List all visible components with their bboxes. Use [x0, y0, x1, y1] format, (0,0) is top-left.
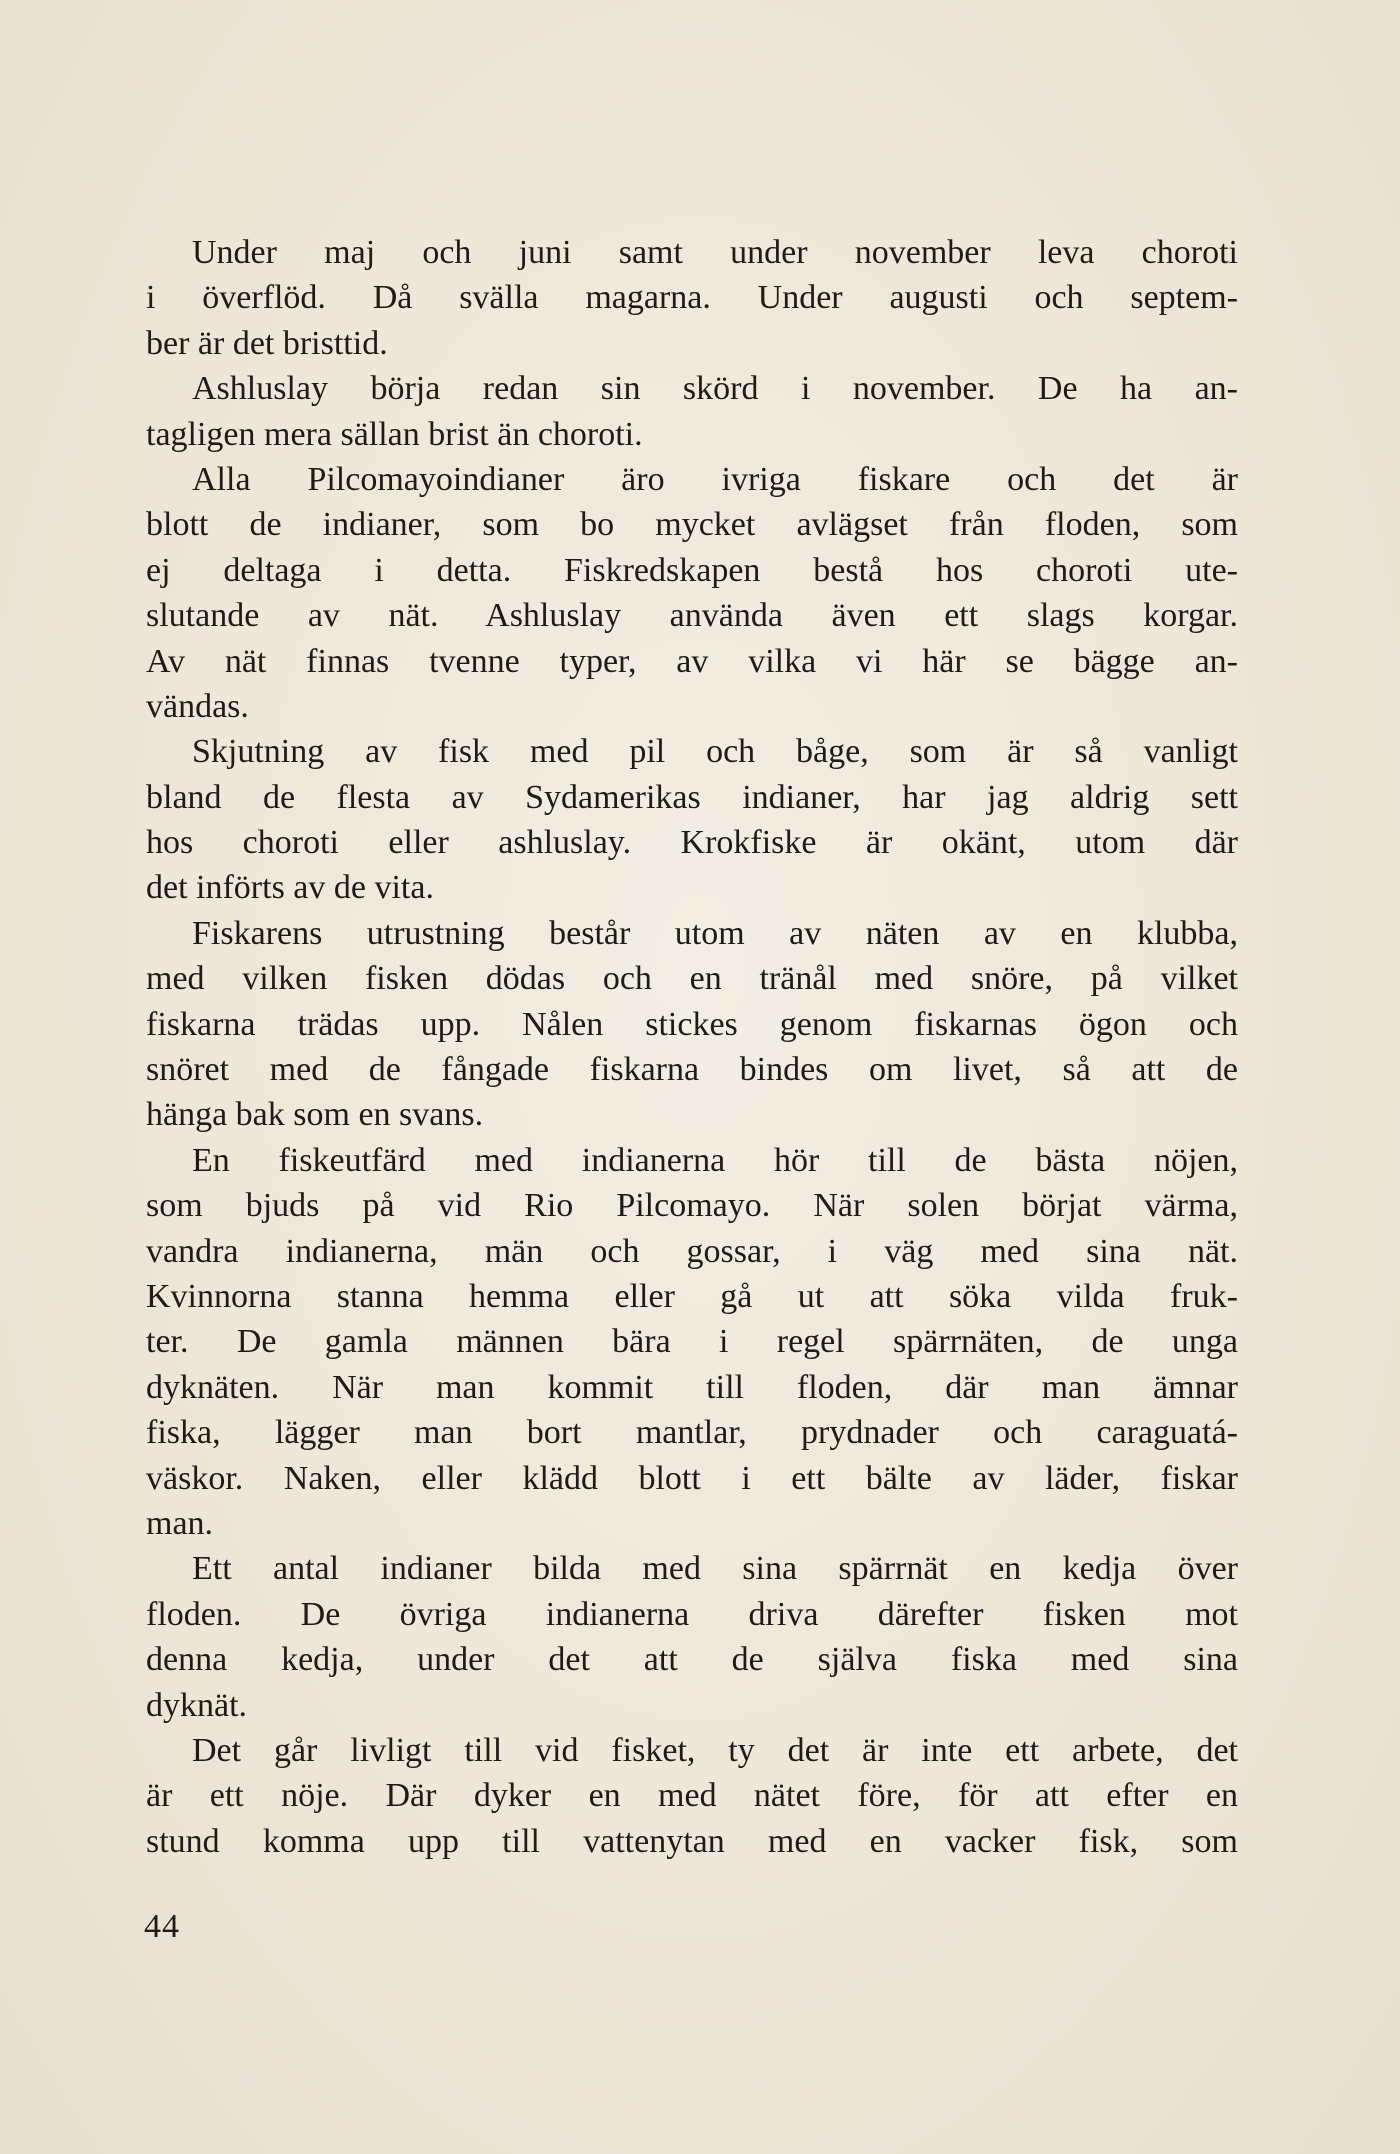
text-line: floden. De övriga indianerna driva därefter fisken mot	[146, 1595, 1238, 1633]
text-line: är ett nöje. Där dyker en med nätet före, för att efter en	[146, 1777, 1238, 1815]
text-line: blott de indianer, som bo mycket avlägset från floden, som	[146, 506, 1238, 544]
text-line: Ett antal indianer bilda med sina spärrnät en kedja över	[192, 1550, 1238, 1588]
text-line: Kvinnorna stanna hemma eller gå ut att söka vilda fruk-	[146, 1277, 1238, 1315]
text-line: vändas.	[146, 687, 249, 725]
text-line: man.	[146, 1504, 214, 1542]
text-line: i överflöd. Då svälla magarna. Under augusti och septem-	[146, 279, 1238, 317]
text-line: En fiskeutfärd med indianerna hör till de bästa nöjen,	[192, 1141, 1238, 1179]
text-line: fiskarna trädas upp. Nålen stickes genom fiskarnas ögon och	[146, 1005, 1238, 1043]
text-line: Fiskarens utrustning består utom av näten av en klubba,	[192, 914, 1238, 952]
text-line: bland de flesta av Sydamerikas indianer, har jag aldrig sett	[146, 778, 1238, 816]
text-line: Det går livligt till vid fisket, ty det är inte ett arbete, det	[192, 1731, 1238, 1769]
text-line: hos choroti eller ashluslay. Krokfiske är okänt, utom där	[146, 824, 1238, 862]
text-line: Av nät finnas tvenne typer, av vilka vi här se bägge an-	[146, 642, 1238, 680]
text-line: vandra indianerna, män och gossar, i väg med sina nät.	[146, 1232, 1238, 1270]
page-number: 44	[144, 1908, 180, 1945]
text-line: tagligen mera sällan brist än choroti.	[146, 415, 643, 453]
text-line: det införts av de vita.	[146, 869, 434, 907]
text-line: slutande av nät. Ashluslay använda även ett slags korgar.	[146, 597, 1238, 635]
text-line: denna kedja, under det att de själva fiska med sina	[146, 1641, 1238, 1679]
text-line: Skjutning av fisk med pil och båge, som är så vanligt	[192, 733, 1238, 771]
text-line: stund komma upp till vattenytan med en vacker fisk, som	[146, 1822, 1238, 1860]
body-text	[146, 230, 1238, 1864]
text-line: väskor. Naken, eller klädd blott i ett bälte av läder, fiskar	[146, 1459, 1238, 1497]
text-line: ej deltaga i detta. Fiskredskapen bestå hos choroti ute-	[146, 551, 1238, 589]
text-line: Under maj och juni samt under november leva choroti	[192, 234, 1238, 271]
text-line: Alla Pilcomayoindianer äro ivriga fiskare och det är	[192, 460, 1238, 498]
text-line: fiska, lägger man bort mantlar, prydnader och caraguatá-	[146, 1414, 1238, 1452]
text-line: Ashluslay börja redan sin skörd i november. De ha an-	[192, 370, 1238, 408]
text-line: som bjuds på vid Rio Pilcomayo. När solen börjat värma,	[146, 1187, 1238, 1225]
text-line: hänga bak som en svans.	[146, 1096, 484, 1134]
text-line: med vilken fisken dödas och en tränål med snöre, på vilket	[146, 960, 1238, 998]
text-line: ber är det bristtid.	[146, 324, 388, 362]
text-line: snöret med de fångade fiskarna bindes om livet, så att de	[146, 1051, 1238, 1089]
text-line: ter. De gamla männen bära i regel spärrnäten, de unga	[146, 1323, 1238, 1361]
text-line: dyknät.	[146, 1686, 248, 1724]
text-line: dyknäten. När man kommit till floden, där man ämnar	[146, 1368, 1238, 1406]
